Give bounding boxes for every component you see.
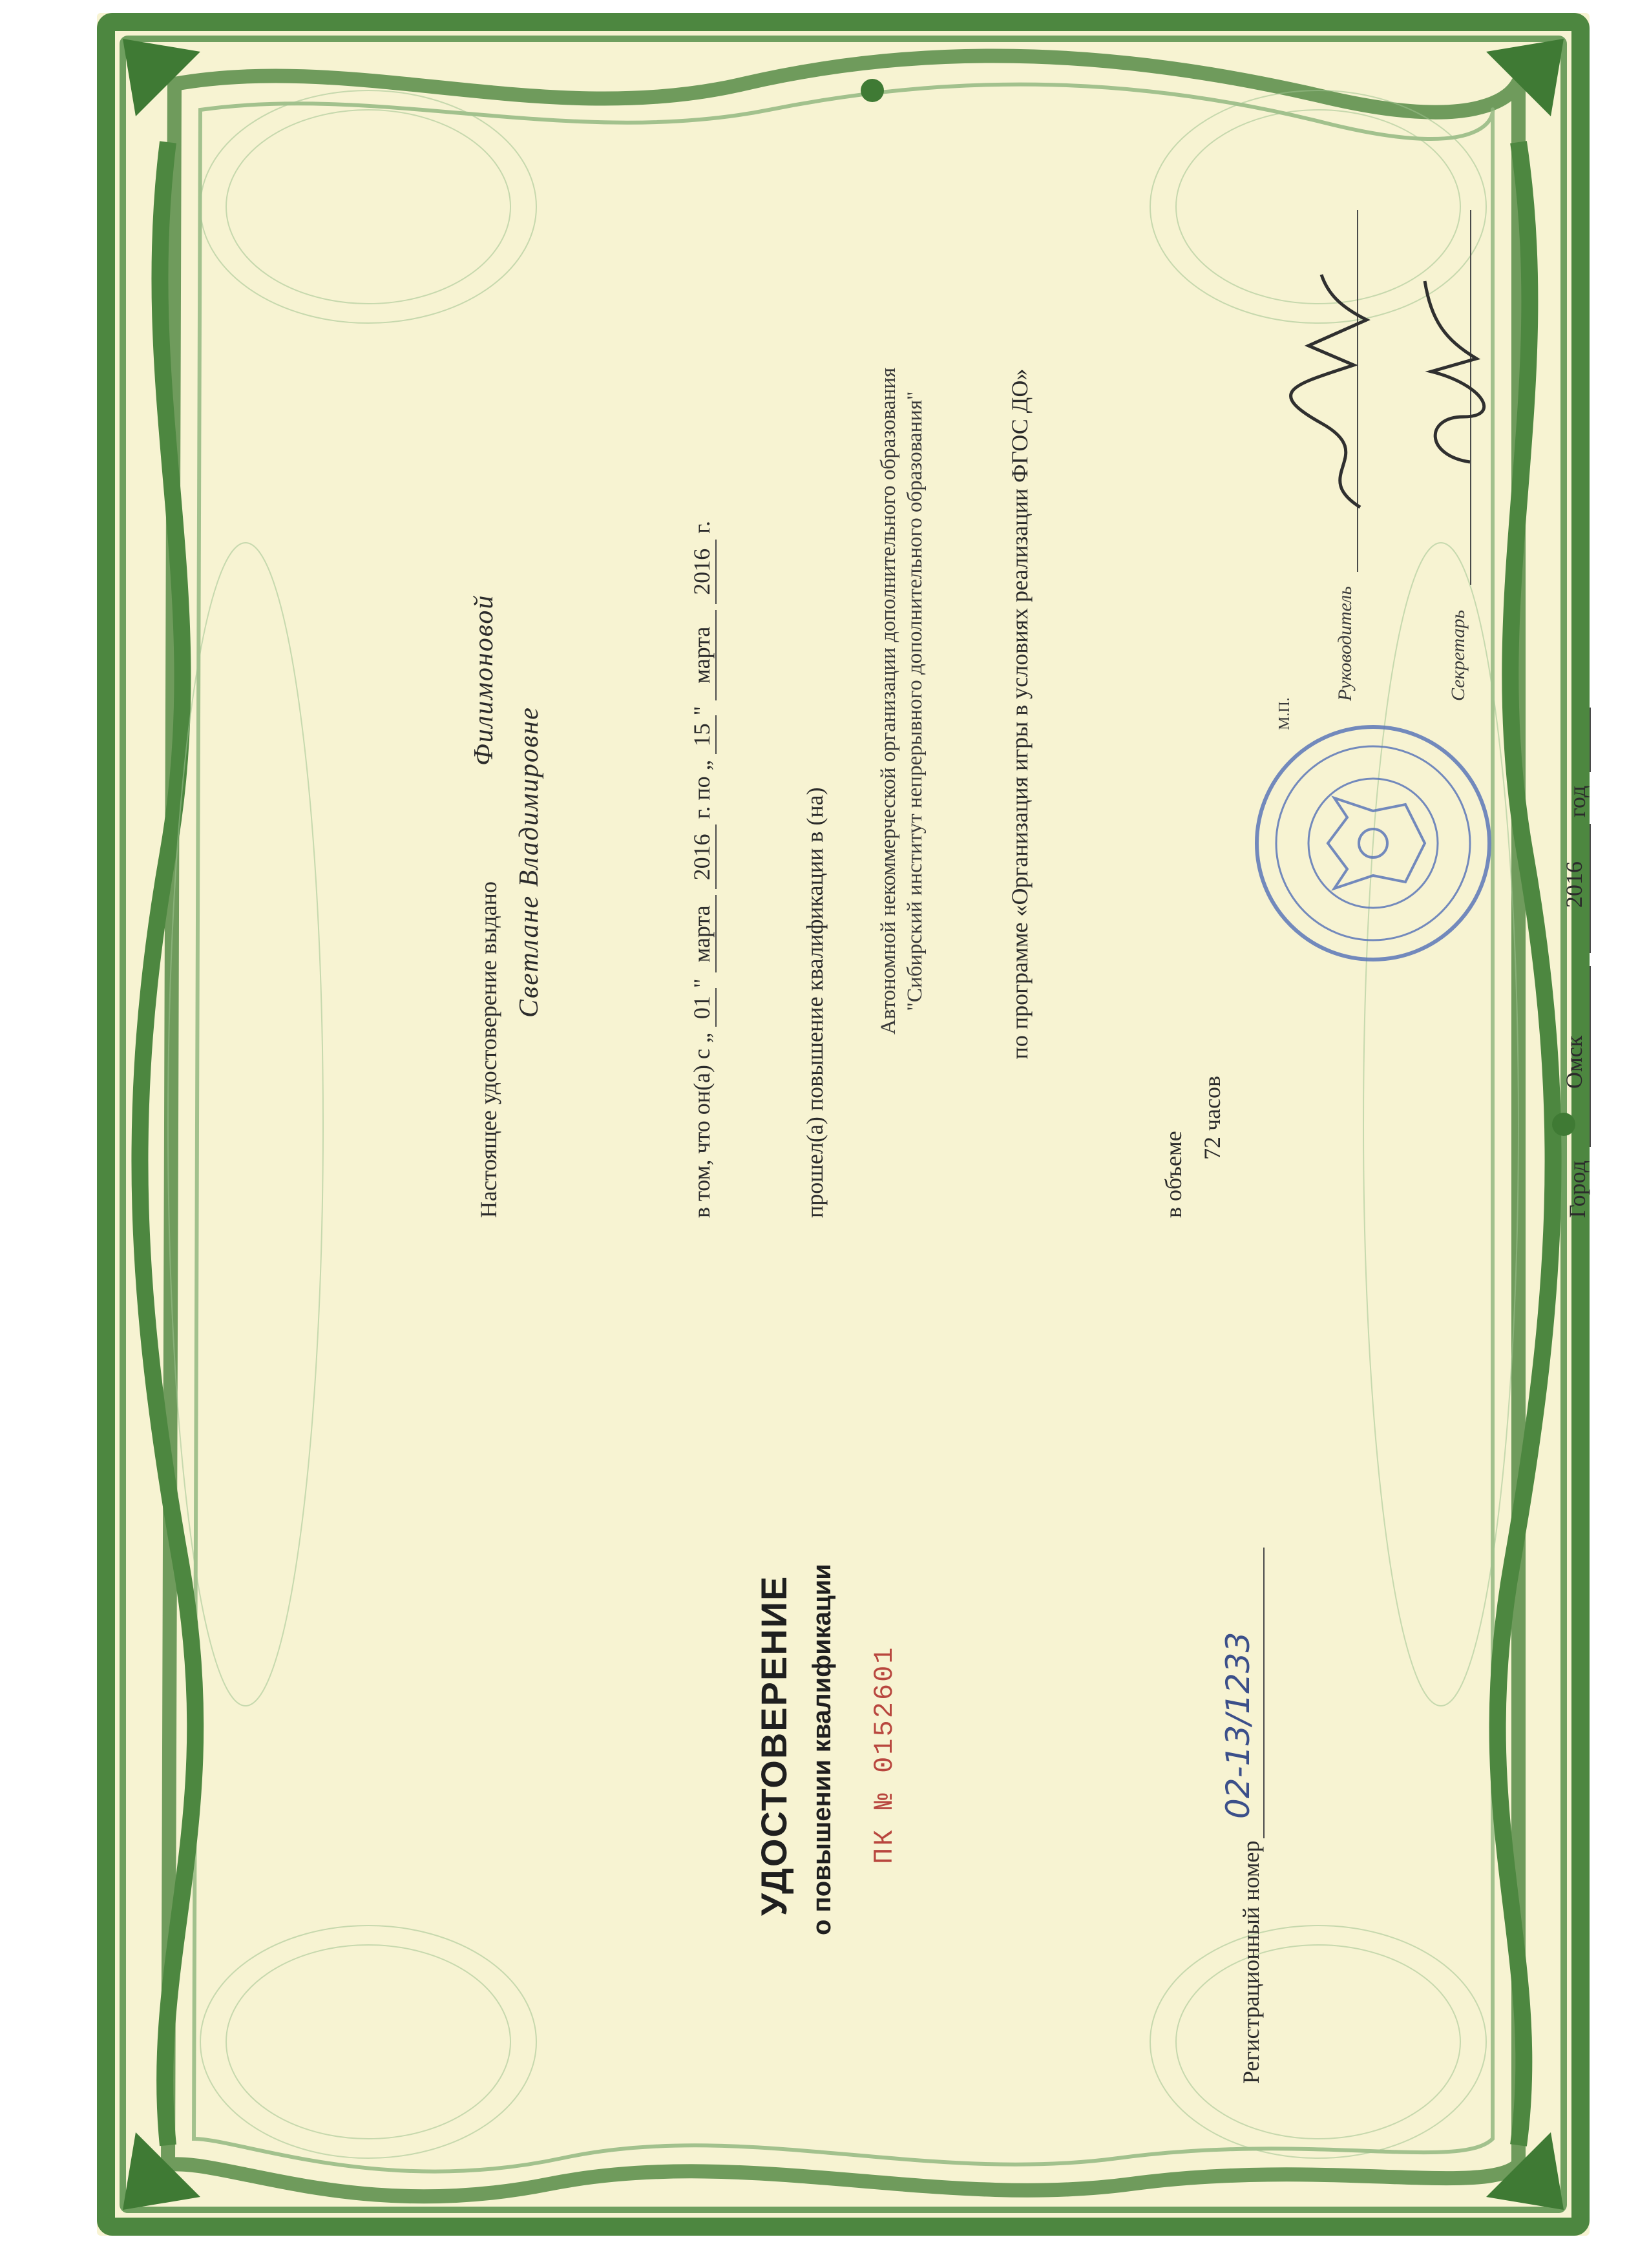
end-year: 2016 <box>688 540 717 604</box>
organization-seal <box>1250 720 1496 966</box>
head-signature <box>1283 268 1392 514</box>
quote-close: " <box>689 978 715 989</box>
year-line <box>1590 824 1591 953</box>
end-month: марта <box>688 610 717 700</box>
volume-label: в объеме <box>1161 1131 1186 1218</box>
seal-place-label: М.П. <box>1276 697 1293 730</box>
issued-to-label: Настоящее удостоверение выдано <box>476 881 501 1218</box>
head-label: Руководитель <box>1334 586 1356 701</box>
quote-open: „ <box>689 1033 715 1044</box>
year-value: 2016 <box>1561 861 1587 908</box>
program-block <box>1005 307 1035 1121</box>
serial-number <box>869 1645 900 1864</box>
certificate-subtitle: о повышении квалификации <box>808 1564 836 1935</box>
serial-sign: № <box>869 1791 900 1810</box>
certificate-content <box>165 100 1590 2168</box>
period-prefix: в том, что он(а) с <box>689 1049 715 1218</box>
quote-close-2: " <box>689 706 715 716</box>
secretary-label: Секретарь <box>1447 609 1469 701</box>
city-value: Омск <box>1561 1035 1587 1089</box>
year-abbr-2: г. <box>689 521 715 534</box>
volume-value: 72 часов <box>1199 1075 1225 1160</box>
year-label: год <box>1564 785 1590 817</box>
surname: Филимоновой <box>469 594 499 766</box>
certificate-title: УДОСТОВЕРЕНИЕ <box>753 1575 794 1916</box>
serial-prefix: ПК <box>869 1827 900 1864</box>
registration-label: Регистрационный номер <box>1238 1840 1264 2084</box>
registration-line <box>1263 1548 1265 1838</box>
given-names: Светлане Владимировне <box>514 706 544 1018</box>
period-to: по <box>689 776 715 801</box>
serial-digits: 0152601 <box>869 1645 900 1773</box>
start-day: 01 <box>688 988 717 1027</box>
registration-number: 02-13/1233 <box>1219 1632 1257 1819</box>
city-label: Город <box>1564 1160 1590 1218</box>
program-name: «Организация игры в условиях реализации ФГОС ДО» <box>1007 368 1033 917</box>
completed-label: прошел(а) повышение квалификации в (на) <box>802 787 828 1218</box>
year-tail-line <box>1590 708 1591 772</box>
year-abbr-1: г. <box>689 806 715 819</box>
end-day: 15 <box>688 715 717 754</box>
quote-open-2: „ <box>689 760 715 771</box>
start-month: марта <box>688 895 717 972</box>
period-line <box>688 521 717 1218</box>
city-line <box>1590 966 1591 1147</box>
program-prefix: по программе <box>1007 922 1033 1060</box>
start-year: 2016 <box>688 824 717 889</box>
secretary-signature <box>1405 268 1496 475</box>
organization-name: Автономной некоммерческой организации дополнительного образования "Сибирский институт непрерывного дополнительного образования" <box>877 367 927 1035</box>
